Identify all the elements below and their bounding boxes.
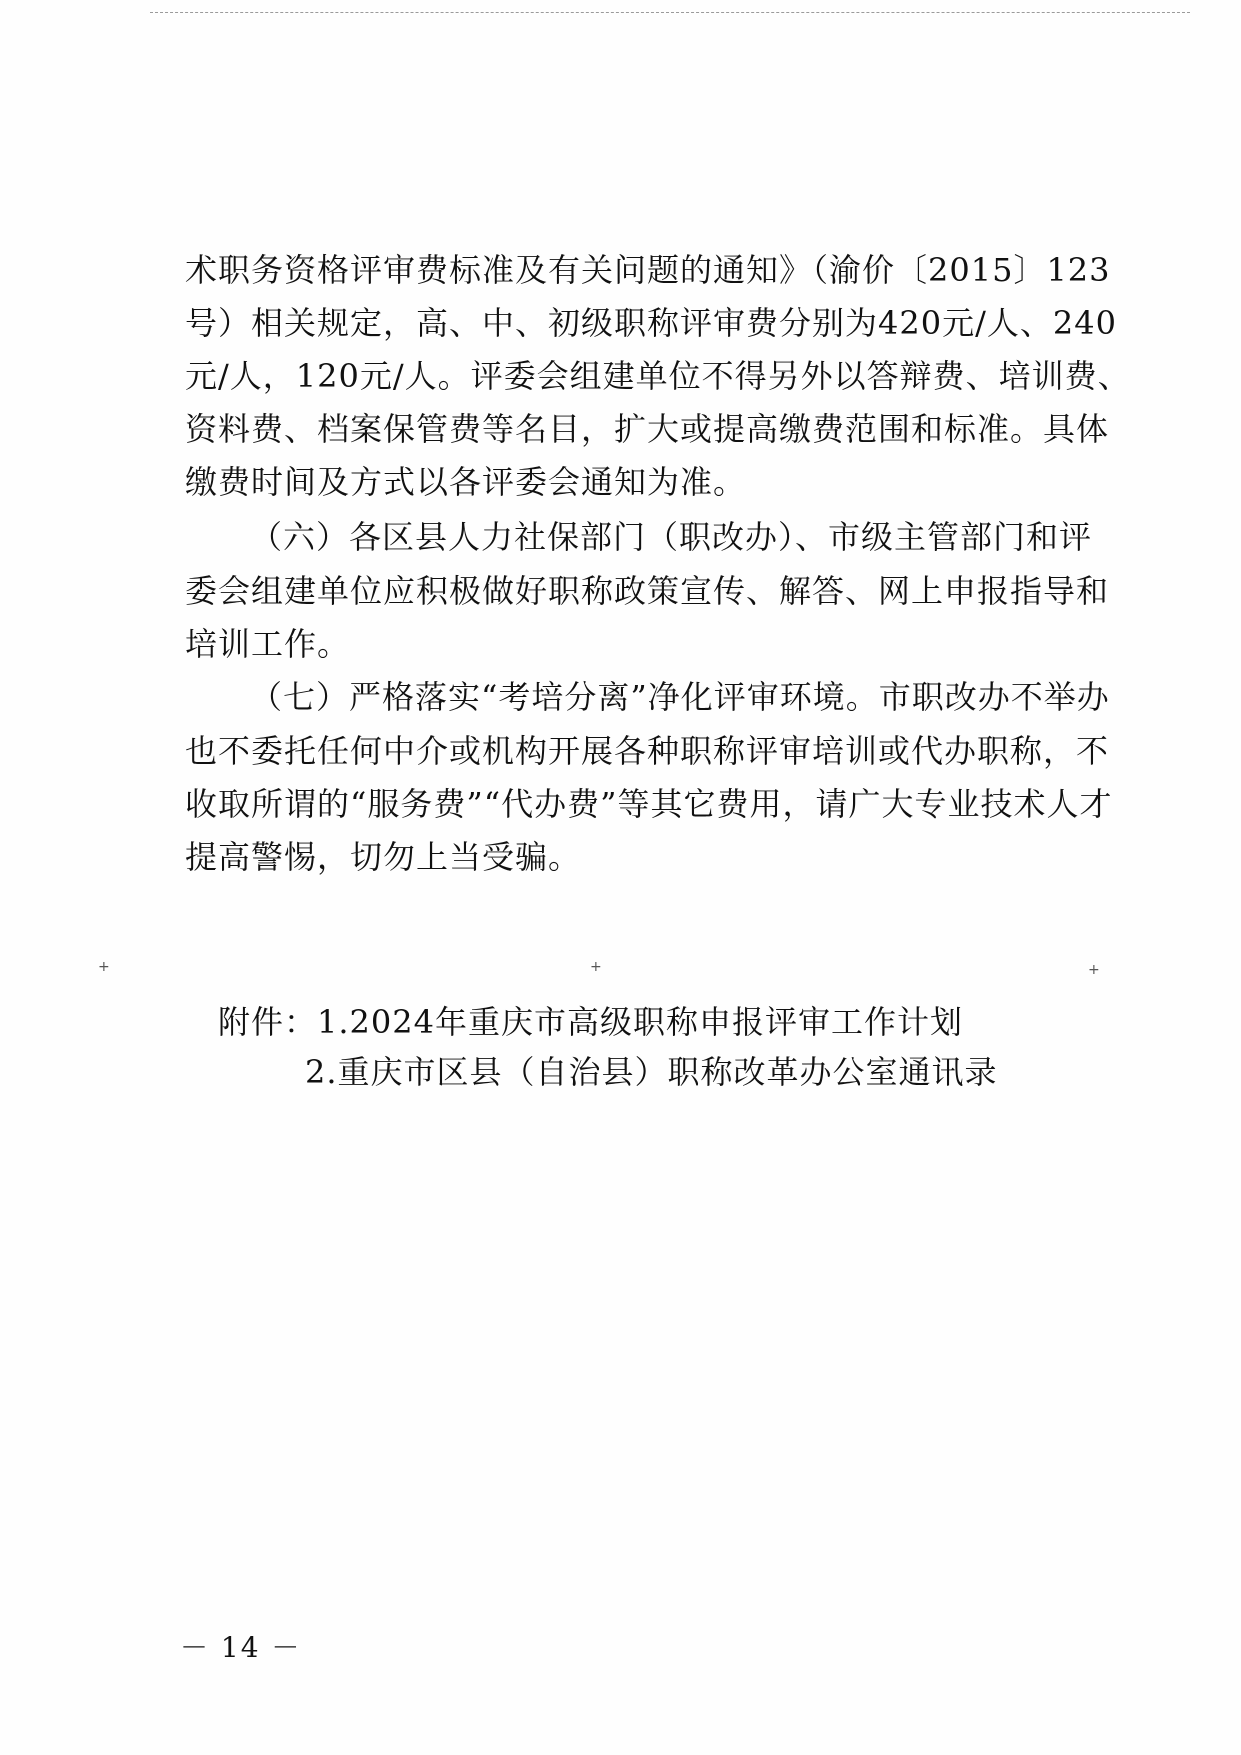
scan-mark-right: + — [1088, 962, 1100, 978]
paragraph-5-line-3: 元/人，120元/人。评委会组建单位不得另外以答辩费、培训费、 — [185, 357, 1131, 395]
paragraph-5-line-2: 号）相关规定，高、中、初级职称评审费分别为420元/人、240 — [185, 304, 1117, 342]
attachment-item-2: 2.重庆市区县（自治县）职称改革办公室通讯录 — [305, 1053, 998, 1091]
top-rule — [150, 12, 1190, 13]
attachment-item-1: 1.2024年重庆市高级职称申报评审工作计划 — [317, 1003, 963, 1041]
scan-mark-left: + — [98, 959, 110, 975]
page-number: － 14 － — [180, 1631, 302, 1664]
paragraph-6-line-3: 培训工作。 — [185, 625, 351, 663]
attachments-label: 附件： — [218, 1003, 318, 1041]
paragraph-6-line-1: （六）各区县人力社保部门（职改办）、市级主管部门和评 — [250, 518, 1093, 556]
paragraph-7-line-3: 收取所谓的“服务费”“代办费”等其它费用，请广大专业技术人才 — [185, 785, 1113, 823]
attachments-line-1 — [218, 1002, 963, 1042]
paragraph-7-line-1: （七）严格落实“考培分离”净化评审环境。市职改办不举办 — [250, 678, 1110, 716]
paragraph-7-line-2: 也不委托任何中介或机构开展各种职称评审培训或代办职称，不 — [185, 732, 1110, 770]
paragraph-5-line-5: 缴费时间及方式以各评委会通知为准。 — [185, 463, 747, 501]
paragraph-5-line-4: 资料费、档案保管费等名目，扩大或提高缴费范围和标准。具体 — [185, 410, 1110, 448]
scan-mark-center: + — [590, 959, 602, 975]
paragraph-5-line-1: 术职务资格评审费标准及有关问题的通知》（渝价〔2015〕123 — [185, 251, 1111, 289]
paragraph-6-line-2: 委会组建单位应积极做好职称政策宣传、解答、网上申报指导和 — [185, 572, 1110, 610]
paragraph-7-line-4: 提高警惕，切勿上当受骗。 — [185, 838, 582, 876]
